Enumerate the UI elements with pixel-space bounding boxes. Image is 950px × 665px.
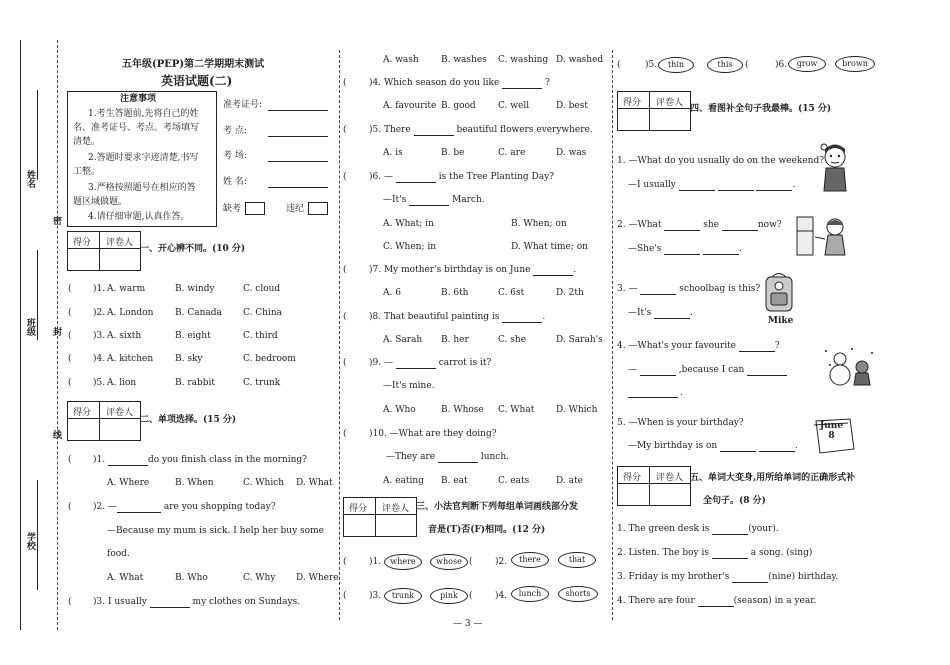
s1-option-a: A. lion: [107, 378, 137, 388]
s2-q4-option: B. good: [441, 101, 476, 111]
s1-option-c: C. cloud: [243, 284, 281, 294]
margin-line-left: [20, 40, 21, 630]
s3-q-number: )1.: [369, 557, 382, 567]
notes-heading: 注意事项: [120, 94, 157, 104]
room-field[interactable]: [268, 161, 328, 162]
answer-paren[interactable]: (: [68, 597, 72, 607]
s2-q4-option: C. well: [498, 101, 530, 111]
s2-q10: )10. —What are they doing?: [369, 429, 497, 439]
s2-q4-option: A. favourite: [383, 101, 437, 111]
s2-q3: )3. I usually my clothes on Sundays.: [93, 597, 301, 607]
answer-paren[interactable]: (: [469, 557, 473, 567]
s1-option-b: B. Canada: [175, 308, 222, 318]
s3-word-oval: lunch: [511, 586, 549, 602]
s4-q2-line2: —She's .: [628, 244, 743, 254]
calendar-text: June 8: [820, 421, 844, 441]
s1-option-c: C. China: [243, 308, 283, 318]
answer-paren[interactable]: (: [343, 172, 347, 182]
s2-q2-line2: —Because my mum is sick. I help her buy some: [107, 526, 324, 536]
page-number: — 3 —: [453, 619, 483, 629]
s1-option-a: A. warm: [107, 284, 146, 294]
section4-title: 四、看图补全句子我最棒。(15 分): [690, 104, 832, 114]
s4-q4-line2: — ,because I can: [628, 365, 787, 376]
s2-q4-option: D. best: [556, 101, 588, 111]
s3-q-number: )3.: [369, 591, 382, 601]
notes-line: 名、准考证号、考点、考场填写: [73, 123, 200, 133]
notes-line: 清楚。: [73, 137, 101, 147]
s2-q2-line3: food.: [107, 549, 130, 559]
s2-q8-option: A. Sarah: [383, 335, 423, 345]
s2-q9-option: B. Whose: [441, 405, 484, 415]
room-label: 考 场:: [223, 151, 247, 161]
s2-q7-option: B. 6th: [441, 288, 469, 298]
notes-line: 题区域做题。: [73, 197, 128, 207]
name-field[interactable]: [268, 187, 328, 188]
s1-q-number: )4.: [93, 354, 106, 364]
s3-word-oval: grow: [788, 56, 826, 72]
s2-q10-line2: —They are lunch.: [386, 452, 509, 462]
seal-mi: 密: [51, 216, 61, 225]
s2-q5-option: D. was: [556, 148, 587, 158]
notes-line: 4.请仔细审题,认真作答。: [88, 212, 190, 222]
s5-q3: 3. Friday is my brother's (nine) birthday.: [617, 572, 839, 582]
seal-feng: 封: [51, 327, 61, 336]
s4-q1-line2: —I usually .: [628, 180, 796, 190]
section3-title: 三、小法官判断下列每组单词画线部分发: [416, 502, 579, 512]
schoolbag-image: [762, 273, 796, 313]
s3-word-oval: trunk: [384, 588, 422, 604]
s2-q1: )1. do you finish class in the morning?: [93, 455, 307, 465]
s2-q3-option: C. washing: [498, 55, 549, 65]
column-divider-1: [339, 50, 340, 620]
s3-q-number: )2.: [495, 557, 508, 567]
s2-q9-option: D. Which: [556, 405, 598, 415]
s2-q3-option: D. washed: [556, 55, 604, 65]
margin-school-label: 学校: [25, 532, 35, 550]
s1-option-b: B. rabbit: [175, 378, 216, 388]
s3-word-oval: thin: [658, 57, 694, 73]
name-label: 姓 名:: [223, 177, 247, 187]
answer-paren[interactable]: (: [68, 331, 72, 341]
s1-option-a: A. London: [107, 308, 154, 318]
answer-paren[interactable]: (: [68, 455, 72, 465]
s2-q2-option: A. What: [107, 573, 144, 583]
s1-option-b: B. sky: [175, 354, 203, 364]
s2-q9-line2: —It's mine.: [383, 381, 435, 391]
s2-q8: )8. That beautiful painting is .: [369, 312, 546, 322]
score-box-5: 得分 评卷人: [617, 466, 691, 506]
s2-q7-option: A. 6: [383, 288, 401, 298]
exam-number-field[interactable]: [268, 110, 328, 111]
notes-line: 2.答题时要求字迹清楚,书写: [88, 153, 199, 163]
s2-q5-option: C. are: [498, 148, 526, 158]
answer-paren[interactable]: (: [343, 557, 347, 567]
s2-q6-option: A. What; in: [383, 219, 434, 229]
s1-q-number: )3.: [93, 331, 106, 341]
notes-line: 3.严格按照题号在相应的答: [88, 183, 196, 193]
s1-option-b: B. eight: [175, 331, 211, 341]
s2-q9: )9. — carrot is it?: [369, 358, 492, 368]
s2-q9-option: A. Who: [383, 405, 416, 415]
s1-option-c: C. bedroom: [243, 354, 296, 364]
s4-q3-line1: 3. — schoolbag is this?: [617, 284, 761, 294]
answer-paren[interactable]: (: [68, 378, 72, 388]
s2-q7-option: D. 2th: [556, 288, 584, 298]
answer-paren[interactable]: (: [343, 358, 347, 368]
exam-title: 五年级(PEP)第二学期期末测试: [122, 59, 265, 70]
s1-option-b: B. windy: [175, 284, 215, 294]
snowman-winter-image: [820, 345, 878, 387]
s2-q2-option: B. Who: [175, 573, 208, 583]
s2-q2-option: C. Why: [243, 573, 276, 583]
s2-q10-option: D. ate: [556, 476, 583, 486]
s1-option-c: C. trunk: [243, 378, 281, 388]
s2-q1-option: D. What: [296, 478, 333, 488]
s1-q-number: )1.: [93, 284, 106, 294]
s3-word-oval: whose: [430, 554, 468, 570]
exam-subtitle: 英语试题(二): [161, 74, 233, 88]
s2-q10-option: C. eats: [498, 476, 530, 486]
s3-word-oval: pink: [430, 588, 468, 604]
s3-q-number: )6.: [775, 60, 788, 70]
s2-q3-option: B. washes: [441, 55, 487, 65]
s4-q4-answer-line[interactable]: [628, 397, 678, 398]
s3-word-oval: there: [511, 552, 549, 568]
s3-q-number: )5.: [645, 60, 658, 70]
column-divider-2: [612, 50, 613, 620]
s2-q1-option: C. Which: [243, 478, 285, 488]
s2-q6-line2: —It's March.: [383, 195, 485, 205]
margin-name-label: 姓名: [25, 170, 35, 188]
answer-paren[interactable]: (: [745, 60, 749, 70]
s2-q5-option: B. be: [441, 148, 465, 158]
s2-q6-option: D. What time; on: [511, 242, 588, 252]
s5-q1: 1. The green desk is (your).: [617, 524, 779, 534]
s4-q5-line1: 5. —When is your birthday?: [617, 418, 744, 428]
answer-paren[interactable]: (: [469, 591, 473, 601]
s4-q1-line1: 1. —What do you usually do on the weekend?: [617, 156, 825, 166]
s2-q6-option: B. When; on: [511, 219, 567, 229]
violation-label: 违纪: [286, 204, 305, 214]
s1-option-a: A. sixth: [107, 331, 142, 341]
score-box-3: 得分 评卷人: [343, 497, 417, 537]
s4-q3-line2: —It's .: [628, 308, 694, 318]
s2-q5: )5. There beautiful flowers everywhere.: [369, 125, 593, 135]
s1-option-a: A. kitchen: [107, 354, 154, 364]
s5-q2: 2. Listen. The boy is a song. (sing): [617, 548, 813, 558]
section2-title: 二、单项选择。(15 分): [140, 415, 237, 425]
notes-line: 1.考生答题前,先将自己的姓: [88, 109, 199, 119]
s3-word-oval: brown: [835, 56, 875, 72]
s3-word-oval: where: [384, 554, 422, 570]
s1-q-number: )2.: [93, 308, 106, 318]
seal-xian: 线: [51, 430, 61, 439]
answer-paren[interactable]: (: [343, 591, 347, 601]
answer-paren[interactable]: (: [343, 312, 347, 322]
s3-q-number: )4.: [495, 591, 508, 601]
s2-q5-option: A. is: [383, 148, 403, 158]
girl-fridge-image: [795, 215, 855, 257]
s2-q6-option: C. When; in: [383, 242, 437, 252]
s2-q10-option: B. eat: [441, 476, 468, 486]
answer-paren[interactable]: (: [617, 60, 621, 70]
answer-paren[interactable]: (: [343, 78, 347, 88]
answer-paren[interactable]: (: [68, 502, 72, 512]
s4-q4-line1: 4. —What's your favourite ?: [617, 341, 780, 351]
score-box-4: 得分 评卷人: [617, 91, 691, 131]
absent-label: 缺考: [223, 204, 242, 214]
s5-q4: 4. There are four (season) in a year.: [617, 596, 817, 606]
s4-q5-line2: —My birthday is on .: [628, 441, 798, 451]
notes-line: 工整。: [73, 167, 101, 177]
section3-title-2: 音是(T)否(F)相同。(12 分): [428, 525, 546, 535]
s1-option-c: C. third: [243, 331, 278, 341]
site-field[interactable]: [268, 136, 328, 137]
boy-thinking-image: [820, 143, 850, 193]
section5-title-2: 全句子。(8 分): [703, 496, 766, 506]
s2-q7: )7. My mother's birthday is on June .: [369, 265, 577, 275]
s2-q10-option: A. eating: [383, 476, 424, 486]
s3-word-oval: shorts: [558, 586, 598, 602]
site-label: 考 点:: [223, 126, 247, 136]
s2-q9-option: C. What: [498, 405, 535, 415]
exam-number-label: 准考证号:: [223, 100, 263, 110]
section1-title: 一、开心辨不同。(10 分): [140, 244, 246, 254]
score-box-1: 得分 评卷人: [67, 231, 141, 271]
violation-checkbox[interactable]: [308, 202, 328, 215]
s2-q6: )6. — is the Tree Planting Day?: [369, 172, 554, 182]
s1-q-number: )5.: [93, 378, 106, 388]
s2-q1-option: A. Where: [107, 478, 150, 488]
score-box-2: 得分 评卷人: [67, 401, 141, 441]
answer-paren[interactable]: (: [68, 284, 72, 294]
answer-paren[interactable]: (: [343, 265, 347, 275]
s2-q1-option: B. When: [175, 478, 214, 488]
margin-class-label: 班级: [25, 318, 35, 336]
s2-q4: )4. Which season do you like ?: [369, 78, 550, 88]
s4-q2-line1: 2. —What she now?: [617, 220, 782, 230]
s2-q3-option: A. wash: [383, 55, 419, 65]
section5-title: 五、单词大变身,用所给单词的正确形式补: [690, 473, 856, 483]
s4-q4-period: .: [680, 388, 683, 398]
s2-q2-option: D. Where: [296, 573, 339, 583]
s3-word-oval: that: [558, 552, 596, 568]
s2-q2: )2. — are you shopping today?: [93, 502, 276, 512]
answer-paren[interactable]: (: [68, 354, 72, 364]
s2-q7-option: C. 6st: [498, 288, 525, 298]
s2-q8-option: C. she: [498, 335, 527, 345]
answer-paren[interactable]: (: [343, 429, 347, 439]
s3-word-oval: this: [707, 57, 743, 73]
answer-paren[interactable]: (: [343, 125, 347, 135]
absent-checkbox[interactable]: [245, 202, 265, 215]
answer-paren[interactable]: (: [68, 308, 72, 318]
s2-q8-option: D. Sarah's: [556, 335, 603, 345]
s2-q8-option: B. her: [441, 335, 469, 345]
mike-label: Mike: [768, 316, 794, 326]
